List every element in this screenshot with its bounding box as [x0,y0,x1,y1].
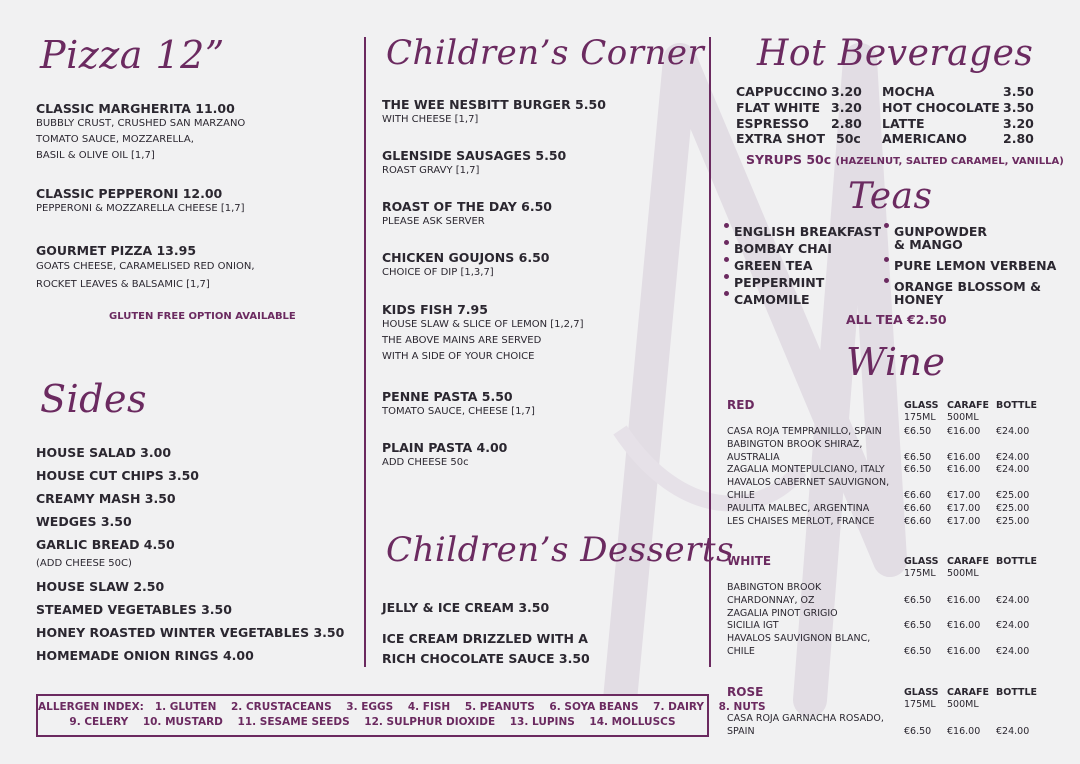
menu-item [382,250,549,281]
wine-price: €24.00 [996,594,1030,606]
wine-price: €17.00 [947,515,981,527]
wine-price: €24.00 [996,620,1030,632]
wine-price: €17.00 [947,502,981,514]
side-item: HOUSE CUT CHIPS 3.50 [36,468,199,483]
beverage-name: AMERICANO [882,131,967,146]
gluten-free-note: GLUTEN FREE OPTION AVAILABLE [109,311,296,322]
wine-price: €6.60 [904,490,932,501]
side-item: HONEY ROASTED WINTER VEGETABLES 3.50 [36,625,345,640]
beverage-item [736,84,827,99]
beverage-price: 3.50 [1003,84,1034,99]
bullet-icon [884,223,889,228]
beverage-item [736,100,820,115]
syrups-line [746,152,1064,167]
beverage-price: 3.20 [831,84,862,99]
bullet-icon [724,223,729,228]
item-desc: ADD CHEESE 50c [382,457,469,468]
wine-price: €6.50 [904,646,932,657]
column-header: GLASS [904,556,939,567]
dessert-item: JELLY & ICE CREAM 3.50 [382,600,550,615]
divider-right [709,37,711,667]
wine-price: €6.50 [904,594,932,606]
wine-name: CASA ROJA TEMPRANILLO, SPAIN [727,426,882,437]
tea-item: BOMBAY CHAI [734,241,832,256]
wine-price: €6.60 [904,515,932,527]
wine-price: €6.60 [904,502,932,514]
beverage-item [736,131,825,146]
wine-price: €16.00 [947,725,981,737]
item-name: PLAIN PASTA 4.00 [382,440,508,455]
item-desc: GOATS CHEESE, CARAMELISED RED ONION, [36,261,255,272]
wine-price: €16.00 [947,620,981,632]
beverage-price: 50c [836,131,861,146]
side-item: HOUSE SLAW 2.50 [36,579,165,594]
beverage-price: 3.20 [831,100,862,115]
column-header: GLASS [904,687,939,698]
side-item: GARLIC BREAD 4.50 [36,537,175,552]
column-header: CARAFE [947,556,989,567]
column-header: GLASS [904,400,939,411]
menu-item [382,148,566,179]
item-name: CLASSIC PEPPERONI 12.00 [36,186,223,201]
beverage-item [882,100,1000,115]
bullet-icon [724,257,729,262]
wine-name: ZAGALIA PINOT GRIGIO [727,607,838,619]
menu-item [382,302,583,365]
size-label: 175ML [904,412,936,423]
beverage-item [882,116,925,131]
dessert-item: ICE CREAM DRIZZLED WITH A [382,631,588,646]
wine-price: €16.00 [947,426,981,437]
beverage-name: HOT CHOCOLATE [882,100,1000,115]
wine-name: SICILIA IGT [727,620,779,632]
allergen-line: ALLERGEN INDEX: 1. GLUTEN 2. CRUSTACEANS 3. EGGS 4. FISH 5. PEANUTS 6. SOYA BEANS 7. DAIRY 8. NUTS [38,701,766,713]
bullet-icon [724,274,729,279]
wine-name: CHILE [727,646,755,657]
bullet-icon [884,278,889,283]
wine-price: €16.00 [947,464,981,476]
divider-left [364,37,366,667]
beverage-price: 2.80 [831,116,862,131]
item-desc: TOMATO SAUCE, MOZZARELLA, [36,134,194,145]
syrups-label: SYRUPS 50c [746,152,832,167]
wine-name: SPAIN [727,725,755,737]
tea-item: ENGLISH BREAKFAST [734,224,882,239]
wine-category-label: WHITE [727,554,772,568]
side-item: CREAMY MASH 3.50 [36,491,176,506]
item-name: ROAST OF THE DAY 6.50 [382,199,552,214]
column-header: BOTTLE [996,556,1038,567]
wine-price: €6.50 [904,464,932,476]
bullet-icon [724,240,729,245]
wine-name: PAULITA MALBEC, ARGENTINA [727,502,870,514]
beverage-name: EXTRA SHOT [736,131,825,146]
tea-price: ALL TEA €2.50 [846,312,947,327]
beverage-item [736,116,809,131]
menu-item [36,186,245,217]
item-desc: BASIL & OLIVE OIL [1,7] [36,150,155,161]
wine-price: €16.00 [947,451,981,463]
menu-item [382,199,552,230]
wine-price: €24.00 [996,725,1030,737]
beverage-price: 3.20 [1003,116,1034,131]
side-item: WEDGES 3.50 [36,514,132,529]
side-item: HOUSE SALAD 3.00 [36,445,172,460]
menu-item [382,440,507,471]
tea-item: PURE LEMON VERBENA [894,258,1057,273]
beverage-item [882,131,967,146]
side-item: HOMEMADE ONION RINGS 4.00 [36,648,254,663]
beverage-name: LATTE [882,116,925,131]
wine-price: €25.00 [996,515,1030,527]
item-desc: WITH A SIDE OF YOUR CHOICE [382,351,535,362]
item-name: CHICKEN GOUJONS 6.50 [382,250,550,265]
beverage-name: ESPRESSO [736,116,809,131]
childrens-desserts-heading: Children’s Desserts [386,530,735,570]
wine-price: €24.00 [996,646,1030,657]
menu-item [382,97,606,128]
tea-item: HONEY [894,292,944,307]
tea-item: & MANGO [894,237,963,252]
wine-price: €16.00 [947,646,981,657]
wine-price: €17.00 [947,490,981,501]
wine-name: AUSTRALIA [727,451,780,463]
column-header: CARAFE [947,687,989,698]
bullet-icon [884,257,889,262]
wine-name: BABINGTON BROOK SHIRAZ, [727,438,863,450]
sides-heading: Sides [40,377,147,421]
size-label: 500ML [947,412,979,423]
item-desc: WITH CHEESE [1,7] [382,114,479,125]
item-name: GOURMET PIZZA 13.95 [36,243,197,258]
beverage-name: MOCHA [882,84,935,99]
tea-item: GREEN TEA [734,258,813,273]
item-desc: PLEASE ASK SERVER [382,216,485,227]
allergen-line: 9. CELERY 10. MUSTARD 11. SESAME SEEDS 12. SULPHUR DIOXIDE 13. LUPINS 14. MOLLUSCS [69,716,676,728]
item-name: THE WEE NESBITT BURGER 5.50 [382,97,606,112]
beverage-name: CAPPUCCINO [736,84,828,99]
item-name: CLASSIC MARGHERITA 11.00 [36,101,235,116]
hot-beverages-heading: Hot Beverages [757,33,1034,74]
tea-item: CAMOMILE [734,292,810,307]
bullet-icon [724,291,729,296]
item-desc: CHOICE OF DIP [1,3,7] [382,267,494,278]
size-label: 175ML [904,699,936,710]
wine-price: €24.00 [996,451,1030,463]
wine-price: €6.50 [904,451,932,463]
wine-name: CHILE [727,490,755,501]
pizza-heading: Pizza 12” [40,33,225,77]
wine-name: HAVALOS SAUVIGNON BLANC, [727,633,871,645]
item-desc: BUBBLY CRUST, CRUSHED SAN MARZANO [36,118,246,129]
wine-price: €25.00 [996,502,1030,514]
wine-price: €6.50 [904,426,932,437]
wine-heading: Wine [846,340,946,384]
item-desc: PEPPERONI & MOZZARELLA CHEESE [1,7] [36,203,245,214]
wine-price: €6.50 [904,725,932,737]
beverage-price: 2.80 [1003,131,1034,146]
side-item: STEAMED VEGETABLES 3.50 [36,602,232,617]
tea-item: GUNPOWDER [894,224,987,239]
menu-item [36,243,255,294]
wine-price: €24.00 [996,464,1030,476]
childrens-corner-heading: Children’s Corner [386,33,705,73]
wine-price: €6.50 [904,620,932,632]
menu-item [382,389,535,420]
wine-category-label: RED [727,398,755,412]
wine-name: ZAGALIA MONTEPULCIANO, ITALY [727,464,885,476]
item-name: PENNE PASTA 5.50 [382,389,513,404]
item-name: GLENSIDE SAUSAGES 5.50 [382,148,567,163]
item-desc: HOUSE SLAW & SLICE OF LEMON [1,2,7] [382,319,584,330]
wine-price: €16.00 [947,594,981,606]
syrups-detail: (HAZELNUT, SALTED CARAMEL, VANILLA) [835,156,1064,167]
beverage-price: 3.50 [1003,100,1034,115]
item-desc: THE ABOVE MAINS ARE SERVED [382,335,542,346]
wine-category-label: ROSE [727,685,764,699]
item-desc: TOMATO SAUCE, CHEESE [1,7] [382,406,535,417]
tea-item: ORANGE BLOSSOM & [894,279,1041,294]
menu-item [36,101,245,164]
column-header: CARAFE [947,400,989,411]
teas-heading: Teas [848,176,933,217]
item-desc: ROCKET LEAVES & BALSAMIC [1,7] [36,279,210,290]
tea-item: PEPPERMINT [734,275,825,290]
item-desc: ROAST GRAVY [1,7] [382,165,480,176]
wine-name: LES CHAISES MERLOT, FRANCE [727,515,875,527]
item-name: KIDS FISH 7.95 [382,302,488,317]
size-label: 175ML [904,568,936,579]
size-label: 500ML [947,568,979,579]
dessert-item: RICH CHOCOLATE SAUCE 3.50 [382,651,590,666]
size-label: 500ML [947,699,979,710]
wine-name: BABINGTON BROOK [727,582,822,593]
wine-price: €24.00 [996,426,1030,437]
wine-name: CHARDONNAY, OZ [727,594,815,606]
wine-name: CASA ROJA GARNACHA ROSADO, [727,713,884,724]
column-header: BOTTLE [996,687,1038,698]
wine-price: €25.00 [996,490,1030,501]
column-header: BOTTLE [996,400,1038,411]
beverage-name: FLAT WHITE [736,100,821,115]
wine-name: HAVALOS CABERNET SAUVIGNON, [727,477,890,489]
side-item-note: (ADD CHEESE 50C) [36,558,132,569]
beverage-item [882,84,934,99]
